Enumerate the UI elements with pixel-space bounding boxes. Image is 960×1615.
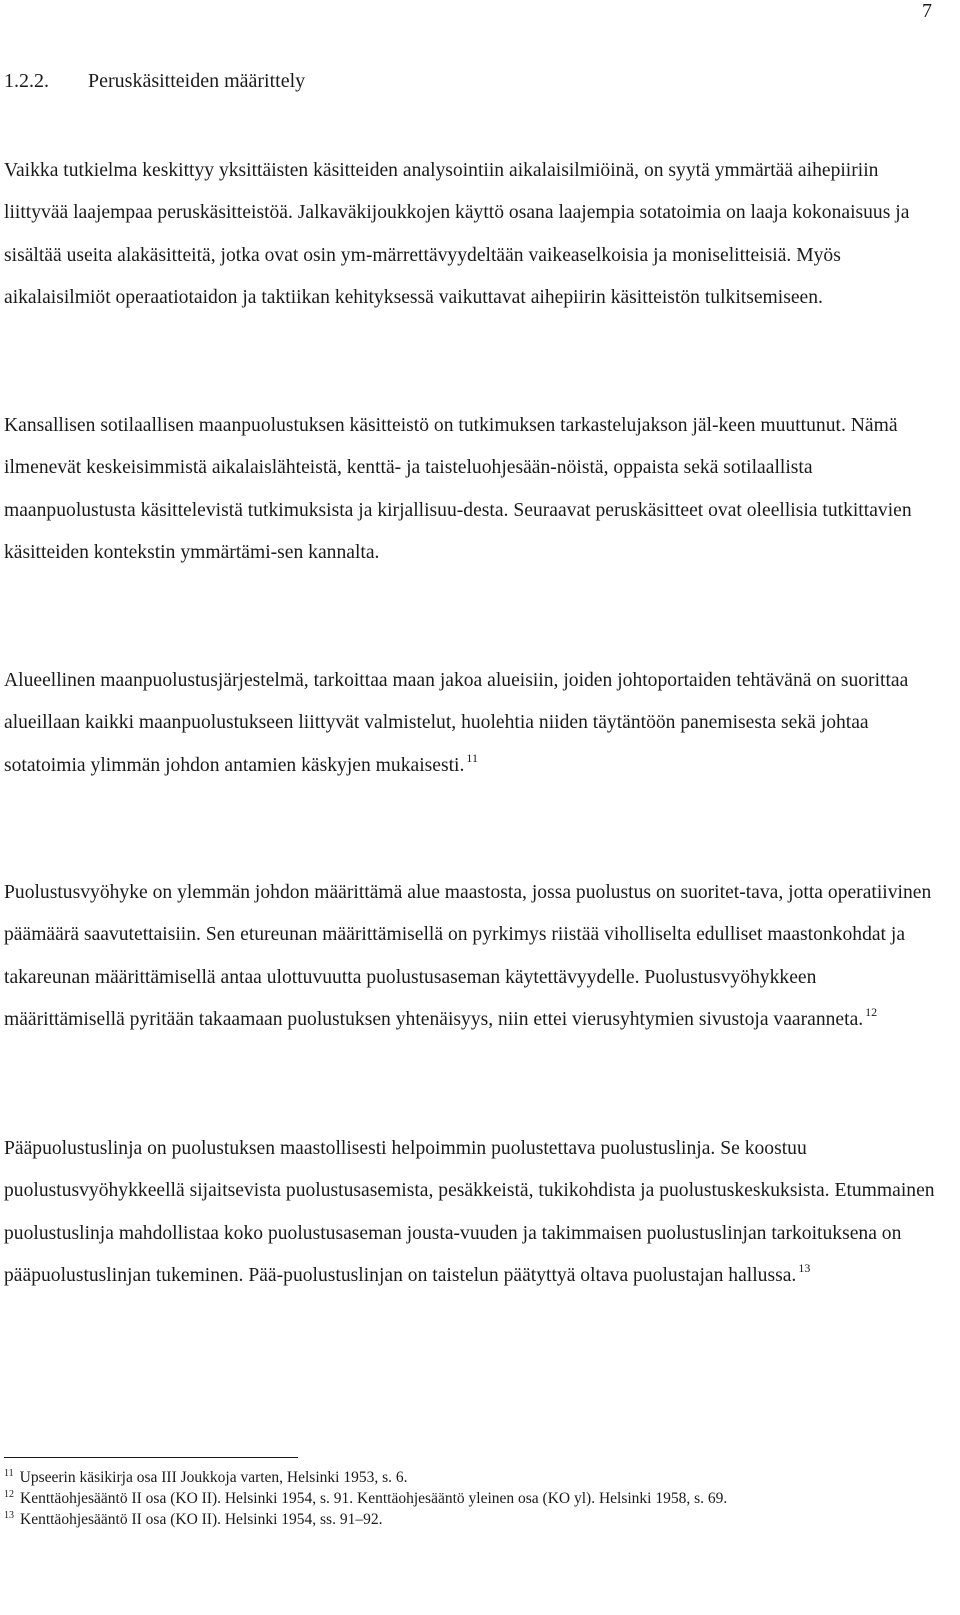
footnote-ref[interactable]: 11 [466,750,478,765]
paragraph-intro [4,150,936,320]
paragraph-text: Puolustusvyöhyke on ylemmän johdon määrittämä alue maastosta, jossa puolustus on suoritet-tava, jotta operatiivinen päämäärä saavutettaisiin. Sen etureunan määrittämisellä on pyrkimys riistää viholliselta edulliset maastonkohdat ja takareunan määrittämisellä antaa ulottuvuutta puolustusaseman käytettävyydelle. Puolustusvyöhykkeen määrittämisellä pyritään takaamaan puolustuksen yhtenäisyys, niin ettei vierusyhtymien sivustoja vaaranneta. [4,882,932,1031]
paragraph-main-defence-line [4,1128,936,1298]
section-heading [4,70,305,93]
page-number: 7 [922,0,932,22]
footnote-divider [4,1457,298,1458]
paragraph-text: Vaikka tutkielma keskittyy yksittäisten käsitteiden analysointiin aikalaisilmiöinä, on syytä ymmärtää aihepiiriin liittyvää laajempaa peruskäsitteistöä. Jalkaväkijoukkojen käyttö osana laajempia sotatoimia on laaja kokonaisuus ja sisältää useita alakäsitteitä, jotka ovat osin ym-märrettävyydeltään vaikeaselkoisia ja moniselitteisiä. Myös aikalaisilmiöt operaatiotaidon ja taktiikan kehityksessä vaikuttavat aihepiirin käsitteistön tulkitsemiseen. [4,160,910,309]
footnote [4,1509,936,1530]
footnote-number: 12 [4,1489,14,1500]
footnote [4,1467,936,1488]
paragraph-text: Kansallisen sotilaallisen maanpuolustuksen käsitteistö on tutkimuksen tarkastelujakson jäl-keen muuttunut. Nämä ilmenevät keskeisimmistä aikalaislähteistä, kenttä- ja taisteluohjesään-nöistä, oppaista sekä sotilaallista maanpuolustusta käsittelevistä tutkimuksista ja kirjallisuu-desta. Seuraavat peruskäsitteet ovat oleellisia tutkittavien käsitteiden kontekstin ymmärtämi-sen kannalta. [4,415,912,564]
footnotes [4,1467,936,1530]
footnote-number: 13 [4,1510,14,1521]
paragraph-terminology [4,405,936,575]
section-number: 1.2.2. [4,70,49,92]
footnote-ref[interactable]: 12 [865,1005,878,1020]
footnote-ref[interactable]: 13 [798,1261,811,1276]
paragraph-defence-zone [4,872,936,1042]
footnote [4,1488,936,1509]
paragraph-text: Alueellinen maanpuolustusjärjestelmä, tarkoittaa maan jakoa alueisiin, joiden johtoportaiden tehtävänä on suorittaa alueillaan kaikki maanpuolustukseen liittyvät valmistelut, huolehtia niiden täytäntöön panemisesta sekä johtaa sotatoimia ylimmän johdon antamien käskyjen mukaisesti. [4,670,909,776]
paragraph-text: Pääpuolustuslinja on puolustuksen maastollisesti helpoimmin puolustettava puolustuslinja. Se koostuu puolustusvyöhykkeellä sijaitsevista puolustusasemista, pesäkkeistä, tukikohdista ja puolustuskeskuksista. Etummainen puolustuslinja mahdollistaa koko puolustusaseman jousta-vuuden ja takimmaisen puolustuslinjan tarkoituksena on pääpuolustuslinjan tukeminen. Pää-puolustuslinjan on taistelun päätyttyä oltava puolustajan hallussa. [4,1138,935,1287]
footnote-text: Upseerin käsikirja osa III Joukkoja varten, Helsinki 1953, s. 6. [19,1469,408,1486]
footnote-number: 11 [4,1468,14,1479]
section-title: Peruskäsitteiden määrittely [88,70,306,92]
footnote-text: Kenttäohjesääntö II osa (KO II). Helsinki 1954, ss. 91–92. [20,1511,383,1528]
paragraph-regional-defence [4,660,936,787]
footnote-text: Kenttäohjesääntö II osa (KO II). Helsinki 1954, s. 91. Kenttäohjesääntö yleinen osa (KO yl). Helsinki 1958, s. 69. [20,1490,728,1507]
